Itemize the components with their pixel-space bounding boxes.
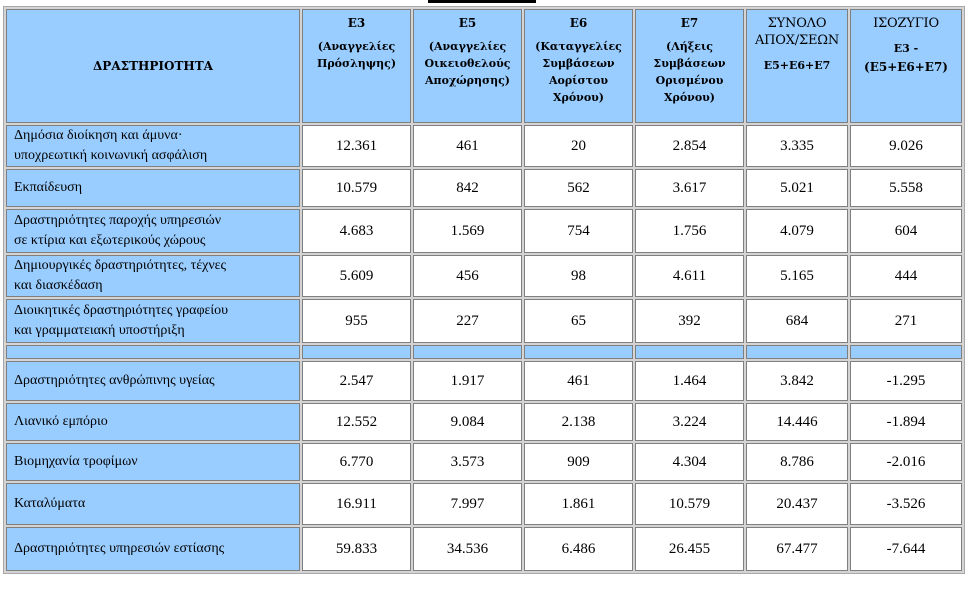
- value-cell: 392: [635, 299, 744, 343]
- value-cell: 4.611: [635, 255, 744, 297]
- value-cell: 684: [746, 299, 848, 343]
- col-desc-line: Αποχώρησης): [425, 74, 510, 87]
- col-desc-line: (Αναγγελίες: [317, 40, 396, 53]
- col-desc-line: Χρόνου): [553, 91, 604, 104]
- table-separator: [6, 345, 962, 359]
- row-label: [6, 403, 300, 441]
- value-cell: 227: [413, 299, 522, 343]
- value-cell: 3.842: [746, 361, 848, 401]
- table-row: [6, 169, 962, 207]
- value-cell: -3.526: [850, 483, 962, 525]
- value-cell: 6.770: [302, 443, 411, 481]
- row-label-line: Λιανικό εμπόριο: [14, 414, 108, 429]
- separator-cell: [413, 345, 522, 359]
- value-cell: 271: [850, 299, 962, 343]
- row-label-line: Δραστηριότητες υπηρεσιών εστίασης: [14, 541, 225, 556]
- row-label-line: σε κτίρια και εξωτερικούς χώρους: [14, 233, 206, 248]
- value-cell: 5.558: [850, 169, 962, 207]
- row-label: [6, 125, 300, 167]
- separator-cell: [302, 345, 411, 359]
- value-cell: 3.335: [746, 125, 848, 167]
- row-label-line: Δημιουργικές δραστηριότητες, τέχνες: [14, 258, 227, 273]
- table-row: [6, 299, 962, 343]
- value-cell: 65: [524, 299, 633, 343]
- table-row: [6, 255, 962, 297]
- value-cell: 9.084: [413, 403, 522, 441]
- value-cell: 3.617: [635, 169, 744, 207]
- value-cell: 461: [524, 361, 633, 401]
- value-cell: 20: [524, 125, 633, 167]
- row-label: [6, 483, 300, 525]
- row-label-line: υποχρεωτική κοινωνική ασφάλιση: [14, 148, 208, 163]
- row-label-line: Δημόσια διοίκηση και άμυνα·: [14, 128, 183, 143]
- total-formula: E5+E6+E7: [763, 59, 831, 72]
- value-cell: 9.026: [850, 125, 962, 167]
- value-cell: 26.455: [635, 527, 744, 571]
- value-cell: -1.295: [850, 361, 962, 401]
- separator-cell: [6, 345, 300, 359]
- value-cell: 456: [413, 255, 522, 297]
- value-cell: 842: [413, 169, 522, 207]
- row-label: [6, 527, 300, 571]
- separator-cell: [850, 345, 962, 359]
- table-row: [6, 527, 962, 571]
- value-cell: 4.683: [302, 209, 411, 253]
- separator-row: [6, 345, 962, 359]
- row-label-line: Καταλύματα: [14, 496, 86, 511]
- value-cell: 5.021: [746, 169, 848, 207]
- row-label: [6, 255, 300, 297]
- row-label-line: Δραστηριότητες ανθρώπινης υγείας: [14, 373, 215, 388]
- row-label: [6, 299, 300, 343]
- col-desc-line: Συμβάσεων: [653, 57, 726, 70]
- col-desc-line: Συμβάσεων: [542, 57, 615, 70]
- balance-formula-line: E3 -: [893, 42, 919, 55]
- col-desc-line: Αορίστου: [549, 74, 608, 87]
- col-code: E6: [569, 16, 588, 30]
- value-cell: 2.854: [635, 125, 744, 167]
- table-row: [6, 125, 962, 167]
- value-cell: -1.894: [850, 403, 962, 441]
- col-header-e5: [413, 9, 522, 123]
- row-label: [6, 209, 300, 253]
- value-cell: 12.361: [302, 125, 411, 167]
- value-cell: 12.552: [302, 403, 411, 441]
- total-title-line: ΣΥΝΟΛΟ: [767, 16, 827, 31]
- value-cell: 5.609: [302, 255, 411, 297]
- value-cell: 909: [524, 443, 633, 481]
- activity-header: ΔΡΑΣΤΗΡΙΟΤΗΤΑ: [6, 9, 300, 123]
- value-cell: 1.569: [413, 209, 522, 253]
- row-label-line: και διασκέδαση: [14, 278, 103, 293]
- row-label-line: Βιομηχανία τροφίμων: [14, 454, 138, 469]
- table-row: [6, 361, 962, 401]
- value-cell: -7.644: [850, 527, 962, 571]
- value-cell: 604: [850, 209, 962, 253]
- top-rule: [428, 0, 536, 3]
- value-cell: 67.477: [746, 527, 848, 571]
- value-cell: 98: [524, 255, 633, 297]
- value-cell: 2.138: [524, 403, 633, 441]
- row-label: [6, 169, 300, 207]
- value-cell: 754: [524, 209, 633, 253]
- value-cell: 16.911: [302, 483, 411, 525]
- value-cell: 59.833: [302, 527, 411, 571]
- value-cell: 10.579: [635, 483, 744, 525]
- col-code: E3: [347, 16, 366, 30]
- separator-cell: [635, 345, 744, 359]
- total-title-line: ΑΠΟΧ/ΣΕΩΝ: [754, 33, 840, 48]
- col-desc-line: Οικειοθελούς: [424, 57, 511, 70]
- row-label-line: Διοικητικές δραστηριότητες γραφείου: [14, 303, 229, 318]
- value-cell: 461: [413, 125, 522, 167]
- row-label: [6, 361, 300, 401]
- balance-title: ΙΣΟΖΥΓΙΟ: [873, 16, 939, 31]
- col-desc-line: (Λήξεις: [666, 40, 713, 53]
- table-row: [6, 403, 962, 441]
- table-body-top: [6, 125, 962, 343]
- separator-cell: [524, 345, 633, 359]
- table-row: [6, 443, 962, 481]
- col-header-balance: [850, 9, 962, 123]
- row-label-line: και γραμματειακή υποστήριξη: [14, 323, 185, 338]
- col-desc-line: (Καταγγελίες: [535, 40, 622, 53]
- separator-cell: [746, 345, 848, 359]
- hiring-departures-table: [3, 6, 965, 574]
- value-cell: 1.861: [524, 483, 633, 525]
- col-desc-line: Πρόσληψης): [316, 57, 397, 70]
- value-cell: 10.579: [302, 169, 411, 207]
- col-desc-line: Ορισμένου: [655, 74, 724, 87]
- value-cell: 4.304: [635, 443, 744, 481]
- value-cell: 955: [302, 299, 411, 343]
- value-cell: 2.547: [302, 361, 411, 401]
- col-code: E7: [680, 16, 699, 30]
- col-desc-line: Χρόνου): [664, 91, 715, 104]
- row-label-line: Εκπαίδευση: [14, 180, 83, 195]
- table-row: [6, 209, 962, 253]
- col-header-total: [746, 9, 848, 123]
- col-header-e6: [524, 9, 633, 123]
- col-code: E5: [458, 16, 477, 30]
- value-cell: 14.446: [746, 403, 848, 441]
- balance-formula-line: (E5+E6+E7): [864, 60, 948, 74]
- value-cell: 7.997: [413, 483, 522, 525]
- col-desc-line: (Αναγγελίες: [428, 40, 507, 53]
- value-cell: -2.016: [850, 443, 962, 481]
- header-row: [6, 9, 962, 123]
- value-cell: 1.756: [635, 209, 744, 253]
- value-cell: 8.786: [746, 443, 848, 481]
- row-label-line: Δραστηριότητες παροχής υπηρεσιών: [14, 213, 222, 228]
- row-label: [6, 443, 300, 481]
- value-cell: 3.573: [413, 443, 522, 481]
- table-row: [6, 483, 962, 525]
- value-cell: 4.079: [746, 209, 848, 253]
- value-cell: 20.437: [746, 483, 848, 525]
- value-cell: 6.486: [524, 527, 633, 571]
- value-cell: 1.917: [413, 361, 522, 401]
- value-cell: 1.464: [635, 361, 744, 401]
- value-cell: 5.165: [746, 255, 848, 297]
- col-header-e3: [302, 9, 411, 123]
- value-cell: 34.536: [413, 527, 522, 571]
- table-body-bottom: [6, 361, 962, 571]
- value-cell: 562: [524, 169, 633, 207]
- col-header-e7: [635, 9, 744, 123]
- value-cell: 444: [850, 255, 962, 297]
- value-cell: 3.224: [635, 403, 744, 441]
